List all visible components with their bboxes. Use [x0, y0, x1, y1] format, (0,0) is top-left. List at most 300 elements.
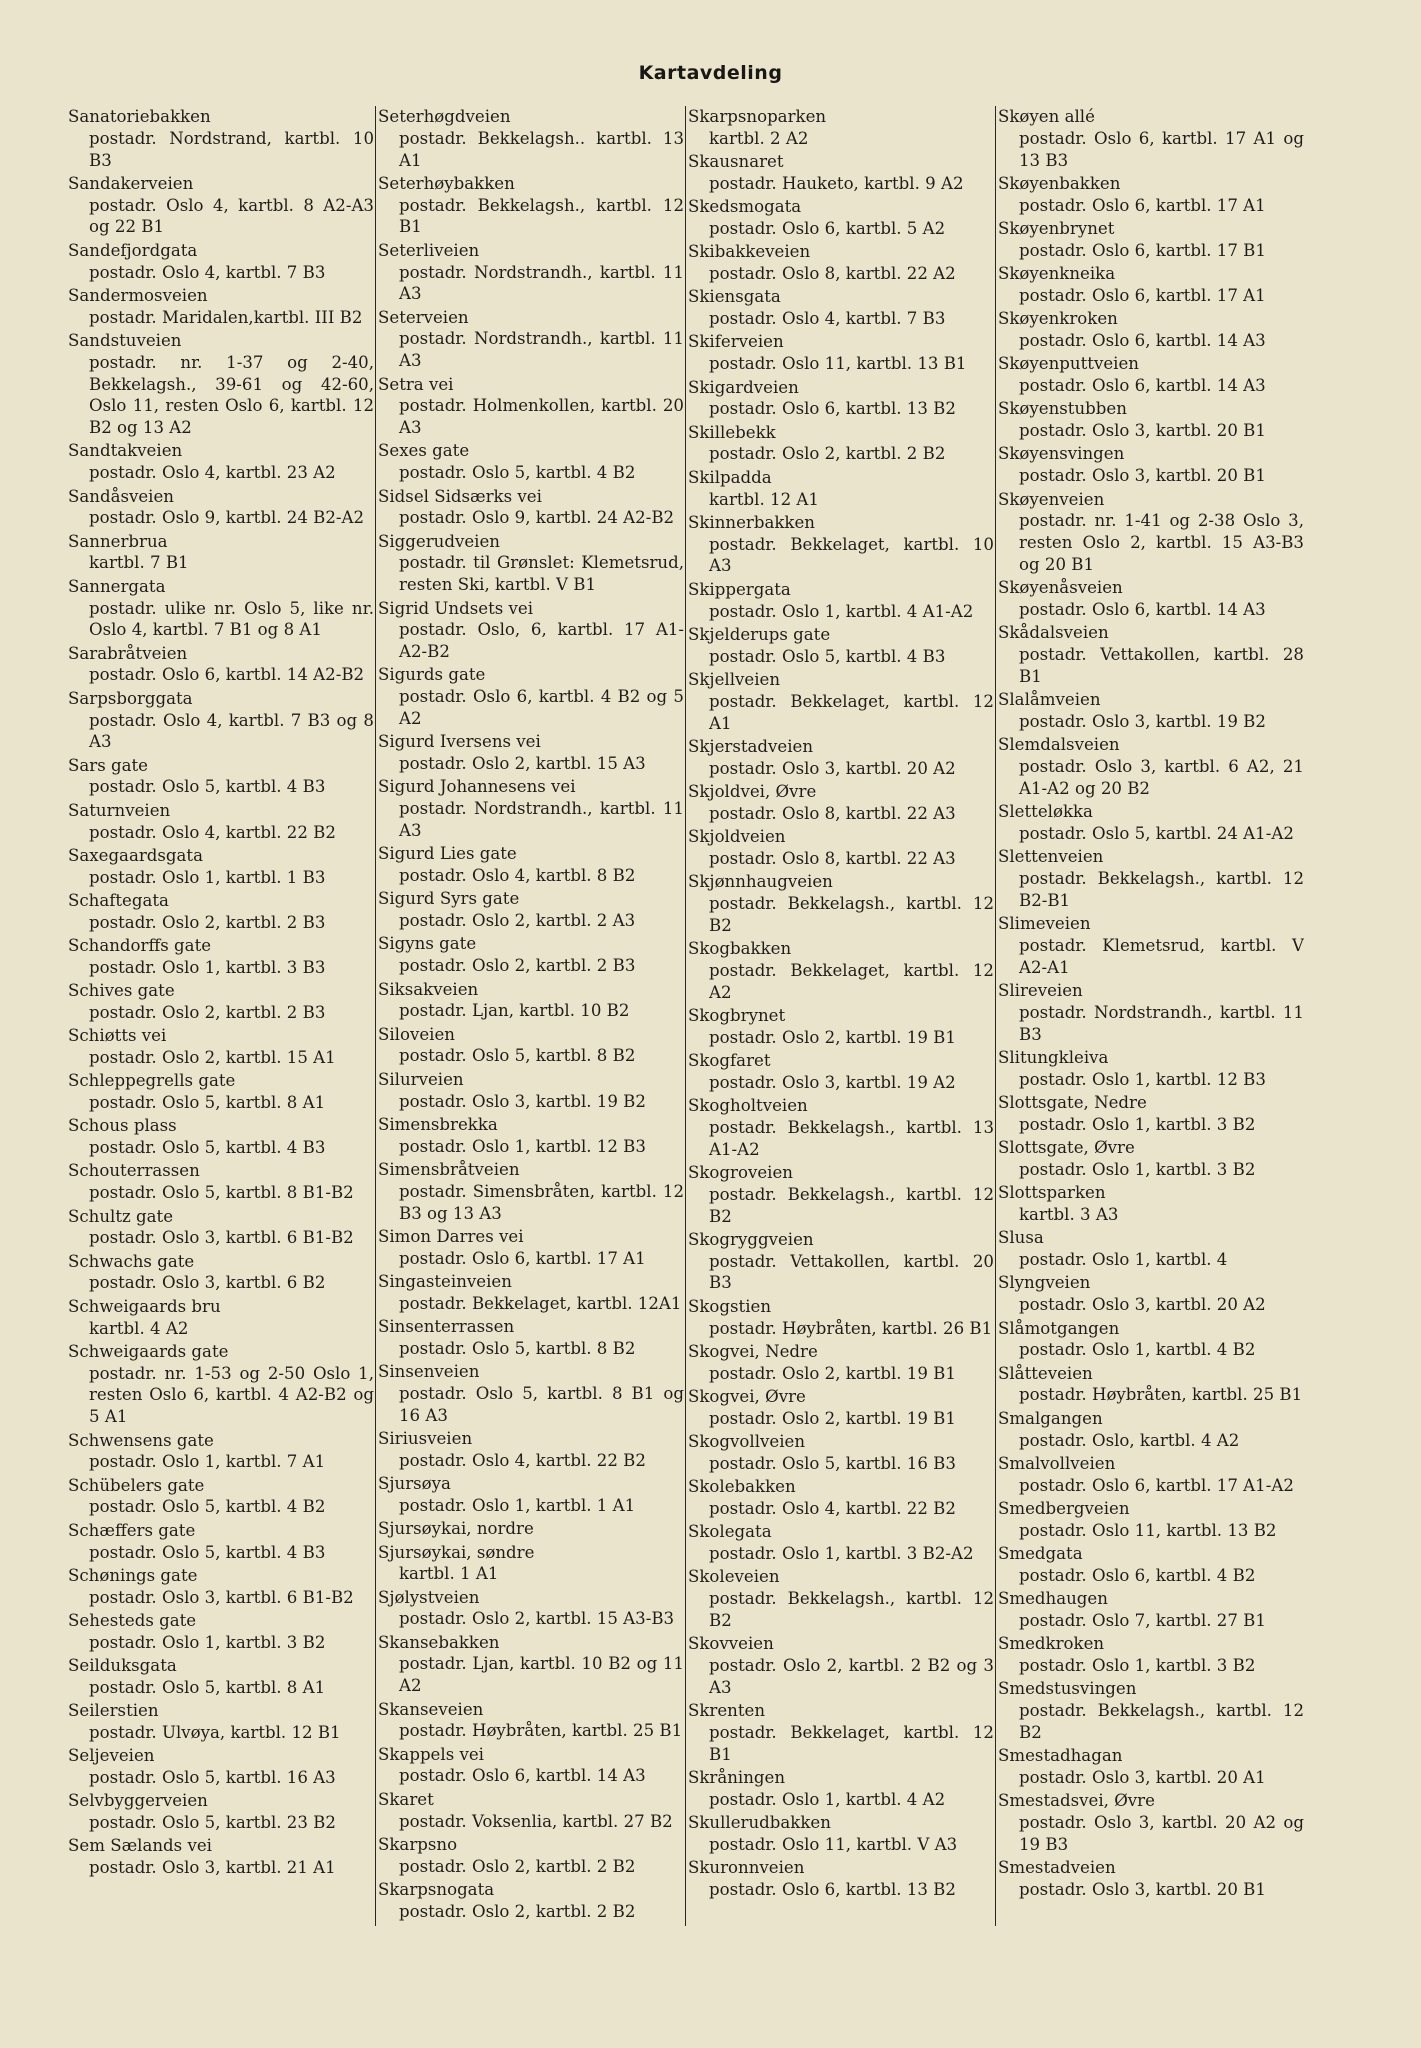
street-entry: [996, 1790, 1304, 1855]
street-name: Sandermosveien: [68, 285, 208, 305]
street-entry: [376, 106, 684, 171]
street-entry: [686, 669, 994, 734]
street-name: Sandakerveien: [68, 173, 194, 193]
street-entry: [686, 512, 994, 577]
street-entry: [686, 1431, 994, 1475]
street-entry: [376, 888, 684, 932]
street-entry: [686, 286, 994, 330]
street-entry: [686, 1700, 994, 1765]
street-entry: [996, 1633, 1304, 1677]
street-entry: [686, 624, 994, 668]
street-entry: [376, 1789, 684, 1833]
street-name: Schives gate: [68, 981, 175, 1001]
street-name: Sjølystveien: [378, 1587, 480, 1607]
street-name: Simensbrekka: [378, 1114, 498, 1134]
street-entry: [996, 106, 1304, 171]
street-entry: [996, 846, 1304, 911]
street-entry: [996, 353, 1304, 397]
street-name: Simon Darres vei: [378, 1226, 524, 1246]
street-postal-detail: postadr. Oslo 6, kartbl. 4 B2 og 5 A2: [399, 687, 684, 729]
street-column-1: [66, 106, 374, 1926]
street-entry: [376, 307, 684, 372]
street-name: Sigurd Iversens vei: [378, 732, 541, 752]
street-name: Skiferveien: [688, 332, 784, 352]
street-name: Smestadveien: [998, 1858, 1116, 1878]
street-name: Siggerudveien: [378, 531, 500, 551]
street-name: Slireveien: [998, 981, 1083, 1001]
street-postal-detail: postadr. Oslo 6, kartbl. 17 A1-A2: [1019, 1475, 1294, 1495]
street-name: Slåtteveien: [998, 1363, 1093, 1383]
street-postal-detail: postadr. Oslo 6, kartbl. 17 A1: [399, 1248, 646, 1268]
street-postal-detail: postadr. nr. 1-53 og 2-50 Oslo 1, resten Oslo 6, kartbl. 4 A2-B2 og 5 A1: [89, 1363, 374, 1427]
street-name: Skillebekk: [688, 422, 776, 442]
street-postal-detail: postadr. nr. 1-37 og 2-40, Bekkelagsh., 39-61 og 42-60, Oslo 11, resten Oslo 6, kartbl. 12 B2 og 13 A2: [89, 352, 374, 438]
street-entry: [376, 1744, 684, 1788]
street-entry: [66, 440, 374, 484]
street-entry: [996, 1453, 1304, 1497]
street-name: Skolebakken: [688, 1477, 796, 1497]
street-name: Slitungkleiva: [998, 1047, 1109, 1067]
street-name: Skogvollveien: [688, 1432, 806, 1452]
street-entry: [996, 1272, 1304, 1316]
street-name: Skappels vei: [378, 1744, 484, 1764]
street-name: Sandstuveien: [68, 330, 182, 350]
street-entry: [66, 1475, 374, 1519]
street-entry: [686, 1476, 994, 1520]
street-entry: [66, 106, 374, 171]
street-postal-detail: postadr. Oslo 6, kartbl. 4 B2: [1019, 1565, 1256, 1585]
street-postal-detail: postadr. Oslo 3, kartbl. 20 A2 og 19 B3: [1019, 1813, 1304, 1854]
street-postal-detail: postadr. Oslo 1, kartbl. 1 B3: [89, 867, 326, 887]
street-postal-detail: postadr. Oslo 6, kartbl. 17 A1 og 13 B3: [1019, 128, 1304, 170]
street-name: Seterhøgdveien: [378, 107, 511, 126]
street-name: Sandåsveien: [68, 486, 174, 506]
street-postal-detail: postadr. Bekkelagsh., kartbl. 12 B1: [399, 195, 684, 237]
street-postal-detail: postadr. Oslo 2, kartbl. 2 B3: [89, 912, 326, 932]
street-postal-detail: postadr. Oslo 11, kartbl. 13 B1: [709, 354, 967, 374]
street-entry: [66, 688, 374, 753]
street-entry: [376, 776, 684, 841]
street-postal-detail: postadr. Simensbråten, kartbl. 12 B3 og 13 A3: [399, 1181, 684, 1223]
street-postal-detail: kartbl. 4 A2: [89, 1318, 189, 1338]
street-entry: [66, 1251, 374, 1295]
street-entry: [686, 1162, 994, 1227]
street-name: Sigurd Syrs gate: [378, 889, 520, 909]
street-postal-detail: postadr. Oslo 5, kartbl. 8 B1 og 16 A3: [399, 1383, 684, 1425]
street-postal-detail: postadr. Oslo 2, kartbl. 15 A1: [89, 1047, 336, 1067]
street-postal-detail: postadr. Oslo 1, kartbl. 4 A2: [709, 1789, 946, 1809]
street-entry: [66, 845, 374, 889]
street-postal-detail: postadr. Oslo 1, kartbl. 3 B2-A2: [709, 1544, 974, 1563]
street-name: Sarabråtveien: [68, 643, 188, 663]
street-name: Sarpsborggata: [68, 688, 193, 708]
street-name: Skaret: [378, 1789, 434, 1809]
street-entry: [66, 980, 374, 1024]
street-postal-detail: postadr. Oslo 1, kartbl. 12 B3: [399, 1136, 646, 1156]
street-postal-detail: postadr. Bekkelagsh., kartbl. 12 B2: [709, 1589, 994, 1630]
street-name: Skjoldvei, Øvre: [688, 781, 817, 801]
street-name: Sigrid Undsets vei: [378, 598, 534, 618]
street-entry: [376, 1226, 684, 1270]
street-postal-detail: kartbl. 7 B1: [89, 553, 189, 573]
street-name: Skogvei, Nedre: [688, 1341, 818, 1361]
street-entry: [686, 781, 994, 825]
street-name: Singasteinveien: [378, 1271, 512, 1291]
street-entry: [66, 1160, 374, 1204]
street-entry: [686, 1521, 994, 1565]
street-name: Slimeveien: [998, 914, 1091, 934]
street-postal-detail: postadr. Oslo 3, kartbl. 6 B1-B2: [89, 1587, 354, 1607]
street-postal-detail: postadr. Bekkelagsh., kartbl. 12 B2-B1: [1019, 869, 1304, 910]
street-entry: [996, 398, 1304, 442]
street-name: Saturnveien: [68, 800, 171, 820]
street-entry: [376, 486, 684, 530]
street-entry: [376, 1879, 684, 1923]
street-name: Schouterrassen: [68, 1161, 200, 1181]
street-postal-detail: postadr. Oslo 1, kartbl. 3 B2: [1019, 1114, 1256, 1134]
street-entry: [996, 734, 1304, 799]
street-entry: [376, 933, 684, 977]
street-postal-detail: postadr. Oslo 6, kartbl. 13 B2: [709, 399, 956, 419]
street-postal-detail: postadr. Oslo 3, kartbl. 20 A1: [1019, 1767, 1266, 1787]
street-name: Smalgangen: [998, 1408, 1103, 1428]
street-entry: [66, 1296, 374, 1340]
street-postal-detail: postadr. Nordstrandh., kartbl. 11 A3: [399, 262, 684, 304]
street-name: Seterhøybakken: [378, 173, 515, 193]
street-postal-detail: postadr. Oslo 6, kartbl. 14 A3: [1019, 600, 1266, 620]
street-postal-detail: postadr. Oslo 5, kartbl. 8 B2: [399, 1046, 636, 1066]
street-name: Sannergata: [68, 576, 166, 596]
street-name: Skarpsno: [378, 1834, 458, 1854]
street-name: Skogfaret: [688, 1050, 771, 1070]
street-name: Sandtakveien: [68, 441, 183, 461]
street-name: Schandorffs gate: [68, 935, 212, 955]
street-postal-detail: postadr. Oslo 3, kartbl. 20 A2: [1019, 1295, 1266, 1315]
street-entry: [996, 1227, 1304, 1271]
street-postal-detail: kartbl. 3 A3: [1019, 1205, 1119, 1225]
street-postal-detail: postadr. Oslo 7, kartbl. 27 B1: [1019, 1610, 1266, 1630]
street-entry: [996, 443, 1304, 487]
street-postal-detail: postadr. Nordstrandh., kartbl. 11 A3: [399, 799, 684, 840]
street-postal-detail: postadr. Nordstrandh., kartbl. 11 B3: [1019, 1002, 1304, 1044]
street-name: Skanseveien: [378, 1699, 484, 1719]
street-entry: [376, 1069, 684, 1113]
street-entry: [376, 1632, 684, 1697]
street-name: Setra vei: [378, 374, 454, 394]
street-entry: [376, 173, 684, 238]
street-entry: [66, 240, 374, 284]
street-entry: [996, 1182, 1304, 1226]
street-entry: [66, 1206, 374, 1250]
street-name: Schønings gate: [68, 1565, 198, 1585]
street-name: Siriusveien: [378, 1429, 473, 1449]
street-entry: [996, 577, 1304, 621]
street-name: Skogbrynet: [688, 1005, 786, 1025]
street-entry: [686, 422, 994, 466]
street-name: Slottsparken: [998, 1183, 1106, 1203]
street-postal-detail: postadr. Nordstrandh., kartbl. 11 A3: [399, 329, 684, 371]
street-entry: [686, 1229, 994, 1294]
street-entry: [996, 218, 1304, 262]
street-postal-detail: postadr. Oslo 3, kartbl. 19 B2: [399, 1091, 646, 1111]
street-postal-detail: postadr. Oslo 2, kartbl. 2 B3: [399, 956, 636, 976]
street-entry: [996, 801, 1304, 845]
street-postal-detail: postadr. Oslo 6, kartbl. 14 A2-B2: [89, 665, 365, 685]
street-entry: [686, 1812, 994, 1856]
street-postal-detail: postadr. Oslo 3, kartbl. 6 B1-B2: [89, 1228, 354, 1248]
street-entry: [996, 913, 1304, 978]
street-entry: [376, 1316, 684, 1360]
street-entry: [66, 890, 374, 934]
street-name: Skansebakken: [378, 1632, 500, 1652]
street-postal-detail: postadr. Oslo 2, kartbl. 19 B1: [709, 1363, 956, 1383]
street-name: Skuronnveien: [688, 1858, 805, 1878]
street-entry: [66, 173, 374, 238]
street-postal-detail: postadr. Høybråten, kartbl. 25 B1: [399, 1721, 683, 1741]
street-name: Siksakveien: [378, 979, 479, 999]
street-entry: [376, 1834, 684, 1878]
street-name: Sigyns gate: [378, 934, 477, 954]
street-postal-detail: postadr. ulike nr. Oslo 5, like nr. Oslo 4, kartbl. 7 B1 og 8 A1: [89, 598, 374, 640]
street-postal-detail: kartbl. 2 A2: [709, 128, 809, 148]
street-entry: [996, 689, 1304, 733]
street-entry: [996, 1047, 1304, 1091]
street-postal-detail: postadr. Oslo 11, kartbl. V A3: [709, 1834, 958, 1854]
street-postal-detail: postadr. Oslo 2, kartbl. 2 B2: [709, 444, 946, 464]
street-name: Skøyenbakken: [998, 173, 1121, 193]
street-name: Skjellveien: [688, 669, 781, 689]
street-postal-detail: postadr. Oslo 4, kartbl. 8 B2: [399, 866, 636, 886]
street-entry: [376, 1428, 684, 1472]
street-name: Smestadhagan: [998, 1746, 1123, 1766]
street-postal-detail: postadr. Oslo 4, kartbl. 7 B3: [89, 262, 326, 282]
street-entry: [996, 1318, 1304, 1362]
street-entry: [686, 1050, 994, 1094]
street-name: Sidsel Sidsærks vei: [378, 486, 542, 506]
street-postal-detail: postadr. Bekkelagsh., kartbl. 12 B2: [1019, 1701, 1304, 1742]
street-entry: [686, 1095, 994, 1160]
street-postal-detail: postadr. Oslo 1, kartbl. 3 B2: [1019, 1655, 1256, 1675]
street-postal-detail: postadr. Oslo 4, kartbl. 7 B3 og 8 A3: [89, 710, 374, 752]
street-name: Skogbakken: [688, 938, 792, 958]
street-name: Schleppegrells gate: [68, 1071, 236, 1091]
street-name: Seilduksgata: [68, 1655, 177, 1675]
street-postal-detail: postadr. Oslo 9, kartbl. 24 A2-B2: [399, 508, 675, 528]
street-postal-detail: postadr. Oslo 5, kartbl. 4 B3: [709, 646, 946, 666]
street-name: Simensbråtveien: [378, 1159, 520, 1179]
street-postal-detail: postadr. Oslo 6, kartbl. 14 A3: [1019, 330, 1266, 350]
street-postal-detail: postadr. Oslo 5, kartbl. 4 B3: [89, 1542, 326, 1562]
street-name: Skøyensvingen: [998, 444, 1125, 464]
street-entry: [66, 1070, 374, 1114]
street-postal-detail: postadr. Bekkelagsh., kartbl. 12 B2: [709, 1184, 994, 1226]
street-name: Sjursøykai, nordre: [378, 1519, 534, 1539]
street-postal-detail: postadr. Oslo, 6, kartbl. 17 A1-A2-B2: [399, 620, 684, 662]
street-postal-detail: postadr. Oslo 1, kartbl. 4 A1-A2: [709, 601, 974, 621]
street-entry: [376, 1699, 684, 1743]
street-postal-detail: postadr. Oslo 4, kartbl. 22 B2: [399, 1450, 646, 1470]
street-postal-detail: postadr. Bekkelaget, kartbl. 10 A3: [709, 534, 994, 576]
street-name: Smedbergveien: [998, 1498, 1130, 1518]
street-name: Skilpadda: [688, 467, 772, 487]
street-postal-detail: postadr. Oslo 5, kartbl. 16 A3: [89, 1767, 336, 1787]
street-name: Schaftegata: [68, 890, 169, 910]
street-name: Slottsgate, Øvre: [998, 1138, 1135, 1158]
street-entry: [686, 938, 994, 1003]
street-name: Schwensens gate: [68, 1430, 214, 1450]
street-entry: [376, 240, 684, 305]
street-name: Skogvei, Øvre: [688, 1386, 806, 1406]
street-entry: [376, 1542, 684, 1586]
street-name: Sletteløkka: [998, 802, 1093, 822]
street-entry: [376, 1473, 684, 1517]
street-postal-detail: postadr. Holmenkollen, kartbl. 20 A3: [399, 396, 684, 438]
street-entry: [66, 486, 374, 530]
street-name: Slettenveien: [998, 847, 1104, 867]
street-postal-detail: postadr. Ljan, kartbl. 10 B2 og 11 A2: [399, 1654, 684, 1696]
street-entry: [686, 736, 994, 780]
street-entry: [686, 1767, 994, 1811]
street-postal-detail: postadr. Oslo 5, kartbl. 8 B2: [399, 1338, 636, 1358]
street-name: Siloveien: [378, 1024, 455, 1044]
street-name: Skråningen: [688, 1767, 786, 1787]
street-name: Skullerudbakken: [688, 1813, 831, 1833]
street-entry: [996, 1857, 1304, 1901]
street-name: Skarpsnoparken: [688, 107, 827, 126]
street-postal-detail: postadr. Høybråten, kartbl. 25 B1: [1019, 1385, 1303, 1405]
street-name: Schweigaards gate: [68, 1341, 229, 1361]
street-postal-detail: postadr. Oslo, kartbl. 4 A2: [1019, 1430, 1240, 1450]
street-postal-detail: postadr. nr. 1-41 og 2-38 Oslo 3, resten Oslo 2, kartbl. 15 A3-B3 og 20 B1: [1019, 511, 1304, 574]
street-entry: [996, 1745, 1304, 1789]
street-postal-detail: postadr. Ulvøya, kartbl. 12 B1: [89, 1722, 341, 1742]
street-name: Skjerstadveien: [688, 736, 814, 756]
street-name: Schwachs gate: [68, 1251, 195, 1271]
street-entry: [686, 1633, 994, 1698]
street-postal-detail: postadr. Hauketo, kartbl. 9 A2: [709, 173, 964, 193]
street-postal-detail: postadr. Oslo 2, kartbl. 2 B2 og 3 A3: [709, 1655, 994, 1697]
street-name: Sigurds gate: [378, 665, 486, 685]
street-name: Skinnerbakken: [688, 512, 815, 532]
street-entry: [376, 664, 684, 729]
street-name: Slemdalsveien: [998, 735, 1120, 755]
street-postal-detail: postadr. Oslo 5, kartbl. 24 A1-A2: [1019, 824, 1294, 843]
street-name: Slyngveien: [998, 1273, 1091, 1293]
street-name: Skausnaret: [688, 152, 784, 172]
street-entry: [996, 1588, 1304, 1632]
street-column-3: [686, 106, 994, 1926]
street-name: Skøyenputtveien: [998, 354, 1139, 374]
street-name: Skøyenveien: [998, 489, 1105, 509]
street-name: Skoleveien: [688, 1567, 780, 1587]
street-entry: [376, 843, 684, 887]
street-postal-detail: postadr. Oslo 2, kartbl. 2 A3: [399, 911, 636, 931]
street-entry: [996, 622, 1304, 687]
street-postal-detail: postadr. Oslo 5, kartbl. 8 A1: [89, 1093, 326, 1113]
street-entry: [66, 1341, 374, 1428]
street-postal-detail: postadr. Oslo 2, kartbl. 19 B1: [709, 1408, 956, 1428]
street-entry: [376, 1587, 684, 1631]
street-name: Slalåmveien: [998, 690, 1101, 710]
street-name: Skjønnhaugveien: [688, 872, 833, 892]
street-entry: [66, 1790, 374, 1834]
street-name: Schous plass: [68, 1116, 177, 1136]
street-name: Selvbyggerveien: [68, 1791, 208, 1811]
street-entry: [66, 1520, 374, 1564]
street-name: Seilerstien: [68, 1701, 159, 1721]
street-entry: [996, 489, 1304, 576]
street-postal-detail: postadr. Oslo 3, kartbl. 6 B2: [89, 1273, 326, 1293]
street-postal-detail: postadr. Oslo 3, kartbl. 19 A2: [709, 1072, 956, 1092]
street-name: Seterliveien: [378, 240, 480, 260]
street-entry: [376, 1159, 684, 1224]
street-postal-detail: postadr. Bekkelaget, kartbl. 12 B1: [709, 1722, 994, 1764]
street-entry: [686, 1341, 994, 1385]
street-entry: [686, 1857, 994, 1901]
street-entry: [996, 1678, 1304, 1743]
street-postal-detail: postadr. Oslo 2, kartbl. 2 B3: [89, 1002, 326, 1022]
street-entry: [996, 1408, 1304, 1452]
street-entry: [66, 1835, 374, 1879]
street-postal-detail: postadr. Ljan, kartbl. 10 B2: [399, 1001, 630, 1021]
street-postal-detail: postadr. Oslo 2, kartbl. 2 B2: [399, 1901, 636, 1921]
street-postal-detail: postadr. Vettakollen, kartbl. 20 B3: [709, 1251, 994, 1293]
street-postal-detail: postadr. Oslo 8, kartbl. 22 A2: [709, 264, 956, 284]
street-name: Silurveien: [378, 1069, 464, 1089]
street-name: Skiensgata: [688, 287, 781, 307]
street-name: Skogstien: [688, 1296, 772, 1316]
street-name: Seljeveien: [68, 1746, 155, 1766]
street-name: Smestadsvei, Øvre: [998, 1791, 1155, 1811]
street-entry: [996, 1498, 1304, 1542]
street-entry: [996, 173, 1304, 217]
street-postal-detail: postadr. Oslo 1, kartbl. 4: [1019, 1250, 1228, 1270]
street-name: Skippergata: [688, 579, 791, 599]
street-postal-detail: postadr. Oslo 5, kartbl. 16 B3: [709, 1453, 956, 1473]
street-name: Smedgata: [998, 1544, 1083, 1563]
street-column-2: [376, 106, 684, 1926]
street-postal-detail: postadr. Oslo 4, kartbl. 22 B2: [89, 822, 336, 842]
street-postal-detail: postadr. Oslo 6, kartbl. 17 A1: [1019, 285, 1266, 305]
street-name: Sinsenveien: [378, 1362, 480, 1382]
street-entry: [996, 1092, 1304, 1136]
street-name: Smedstusvingen: [998, 1679, 1137, 1699]
street-name: Smedhaugen: [998, 1589, 1108, 1609]
street-entry: [376, 1114, 684, 1158]
street-entry: [686, 151, 994, 195]
street-name: Slåmotgangen: [998, 1318, 1120, 1338]
street-postal-detail: postadr. Oslo 6, kartbl. 13 B2: [709, 1879, 956, 1899]
street-entry: [686, 579, 994, 623]
street-entry: [66, 935, 374, 979]
street-postal-detail: postadr. Oslo 4, kartbl. 7 B3: [709, 309, 946, 329]
street-name: Sigurd Lies gate: [378, 844, 517, 864]
street-entry: [686, 241, 994, 285]
street-entry: [66, 755, 374, 799]
street-postal-detail: postadr. Oslo 9, kartbl. 24 B2-A2: [89, 508, 365, 528]
street-name: Schübelers gate: [68, 1475, 205, 1495]
street-entry: [686, 826, 994, 870]
street-postal-detail: postadr. til Grønslet: Klemetsrud, resten Ski, kartbl. V B1: [399, 553, 684, 595]
street-entry: [376, 1518, 684, 1540]
street-entry: [996, 263, 1304, 307]
street-column-4: [996, 106, 1304, 1926]
street-postal-detail: postadr. Nordstrand, kartbl. 10 B3: [89, 128, 374, 170]
street-postal-detail: postadr. Oslo 5, kartbl. 4 B3: [89, 1138, 326, 1158]
street-entry: [686, 871, 994, 936]
street-entry: [686, 196, 994, 240]
street-name: Saxegaardsgata: [68, 845, 203, 865]
